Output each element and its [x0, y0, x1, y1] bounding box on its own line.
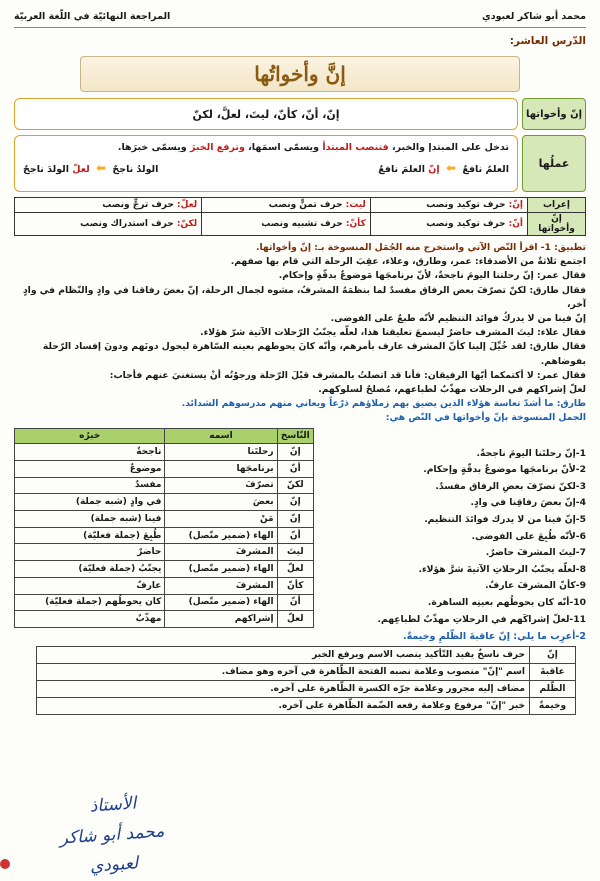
answer-title: الجمل المنسوخة بإنّ وأخواتها في النّص هي: — [385, 412, 586, 424]
table-row — [37, 681, 576, 698]
corner-logo-icon — [0, 859, 10, 869]
table-row — [37, 698, 576, 715]
passage-line: اجتمع ثلاثةٌ من الأصدقاء: عمر، وطارق، وعلاء، عقِبَ الرحلة التي قام بها صفهم. — [230, 256, 586, 268]
grammar-table — [14, 428, 314, 629]
column-header: خبرُه — [15, 428, 165, 444]
table-cell: وخيمةٌ — [530, 698, 576, 715]
example-2-particle: لعلّ — [72, 164, 90, 176]
table-cell: إنّ — [530, 647, 576, 664]
table-row — [15, 561, 314, 578]
table-row — [15, 477, 314, 494]
table-cell: عارفٌ — [15, 577, 165, 594]
arrow-left-icon: ⬅ — [96, 161, 107, 176]
work-examples — [23, 159, 509, 178]
table-cell: الهاء (ضمير متّصل) — [165, 527, 277, 544]
signature — [38, 790, 188, 877]
author-name: محمد أبو شاكر لعبودي — [482, 11, 586, 22]
question-2-title: 2-أعرِب ما يلي: إنّ عاقبةَ الظّلمِ وخيمةٌ. — [403, 631, 586, 643]
passage — [14, 241, 586, 426]
table-cell: لعلّ — [277, 561, 313, 578]
list-item: 7-ليتَ المشرفَ حاضرٌ. — [485, 547, 586, 559]
table-cell: أنّ — [277, 460, 313, 477]
lesson-title: إنَّ وأخواتُها — [80, 56, 520, 92]
table-row — [15, 494, 314, 511]
sisters-list: إنّ، أنّ، كأنّ، ليتَ، لعلَّ، لكنّ — [14, 98, 518, 130]
sisters-row — [14, 98, 586, 130]
i3rab-label: إعراب — [528, 198, 586, 213]
table-row — [15, 577, 314, 594]
table-cell: إنّ — [277, 494, 313, 511]
arrow-left-icon: ⬅ — [445, 161, 457, 176]
list-item: 4-إنّ بعضَ رفاقِنا في وادٍ. — [470, 497, 586, 509]
work-rule-c: ويسمّى اسمَها، — [244, 142, 323, 153]
table-cell: إنّ — [277, 511, 313, 528]
table-cell: رحلتَنا — [165, 444, 277, 461]
list-item: 3-لكنّ تصرّفَ بعضِ الرفاق مفسدٌ. — [435, 480, 586, 492]
subject-title: المراجعة النهائيّة في اللّغة العربيّة — [14, 11, 171, 22]
table-cell: إنّ: حرف توكيد ونصب — [370, 198, 527, 213]
work-label: عملُها — [522, 135, 586, 192]
table-row — [15, 544, 314, 561]
table-row — [15, 460, 314, 477]
table-cell: ليت: حرف تمنٍّ ونصب — [202, 198, 371, 213]
table-cell: مضاف إليه مجرور وعلامة جرّه الكسرة الظّاهرة على آخره. — [37, 681, 530, 698]
passage-line: طارق: ما أشدّ تعاسة هؤلاء الذين يضيق بهم زملاؤهم ذرْعاً ويعاني منهم مدرسوهم الشدائد. — [181, 398, 586, 410]
column-header: النّاسخ — [277, 428, 313, 444]
table-row — [15, 213, 586, 236]
passage-line: إنّ فينا من لا يدركُ فوائد التنظيم لأنّه طبعٌ على الفوضى. — [330, 313, 586, 325]
work-rule-e: ويسمّى خبرَها. — [117, 142, 190, 153]
i3rab-label-2: إنّ وأخواتها — [528, 213, 586, 236]
list-item: 8-لعلّه يجنّبُ الرحلاتِ الآتيةَ شرَّ هؤلاء. — [418, 563, 586, 575]
passage-line: فقال عمر: إنّ رحلتنا اليومَ ناجحةٌ، لأنّ برنامجَها مَوضوعٌ بدقّةٍ وإحكام. — [278, 270, 586, 282]
example-2-before: الولدُ ناجحٌ — [112, 164, 159, 176]
sisters-label: إنّ وأخواتها — [522, 98, 586, 130]
table-cell: إشراكهم — [165, 611, 277, 628]
list-item: 5-إنّ فينا من لا يدرك فوائدَ التنظيم. — [424, 514, 586, 526]
passage-line: لعلّ إشراكهم في الرحلات مهذّبٌ لطباعهم، مُصلحٌ لسلوكهم. — [318, 384, 586, 396]
table-cell: ناجحةٌ — [15, 444, 165, 461]
table-cell: الهاء (ضمير متّصل) — [165, 561, 277, 578]
passage-line: فقال طارق: لقد خُيِّلَ إلينا كأنّ المشرف عارف بأمرهم، وأنّه كانَ يحوطهم بعينه السّاهرة ليحول دونَهم ودونَ إفساد الرّحلة — [42, 341, 586, 353]
work-box — [14, 135, 518, 192]
table-cell: لكنّ — [277, 477, 313, 494]
table-cell: حرف ناسخٌ يفيد التّأكيد ينصب الاسم ويرفع الخبر — [37, 647, 530, 664]
table-cell: ليتَ — [277, 544, 313, 561]
example-1-particle: إنّ — [428, 164, 440, 176]
table-cell: لعلّ — [277, 611, 313, 628]
table-cell: مهذّبٌ — [15, 611, 165, 628]
numbered-sentences — [320, 428, 586, 629]
passage-line: فقال طارق: لكنّ تصرّفَ بعض الرفاق مفسدٌ لما بنظمَهُ المشرفُ، مشوه لجمال الرحلة، إنّ بعضَ رفاقنا في وادٍ والنّظام في وادٍ آخر، — [22, 284, 586, 310]
table-cell: في وادٍ (شبه جملة) — [15, 494, 165, 511]
table-cell: كان يحوطُهم (جملة فعليّة) — [15, 594, 165, 611]
table-cell: مفسدٌ — [15, 477, 165, 494]
table-cell: حاضرٌ — [15, 544, 165, 561]
table-cell: لعلّ: حرف ترجٍّ ونصب — [15, 198, 202, 213]
work-row — [14, 135, 586, 192]
table-cell: يجنّبُ (جملة فعليّة) — [15, 561, 165, 578]
table-cell: فينا (شبه جملة) — [15, 511, 165, 528]
list-item: 2-لأنّ برنامجَها موضوعٌ بدقّةٍ وإحكام. — [423, 464, 586, 476]
table-cell: أنّ — [277, 527, 313, 544]
lesson-label: الدّرس العاشر: — [509, 35, 586, 47]
table-row — [15, 511, 314, 528]
page-header — [14, 6, 586, 28]
table-cell: الظّلم — [530, 681, 576, 698]
table-cell: كأنّ — [277, 577, 313, 594]
example-2-after: الولدَ ناجحٌ — [23, 164, 73, 176]
work-rule-a: تدخل على المبتدإ والخبر، — [388, 142, 509, 153]
signature-title: الأستاذ — [89, 793, 137, 817]
passage-line: فقال عمر: لا أكتمكما أيّها الرفيقان: فأنا قد اتصلتُ بالمشرف قبْلَ الرّحلة ورجوْتُه أنْ يستغنيَ عنهم فأجاب: — [109, 369, 586, 381]
table-cell: خبر "إنّ" مرفوع وعلامة رفعه الضّمة الظّاهرة على آخره. — [37, 698, 530, 715]
table-cell: كأنّ: حرف تشبيه ونصب — [202, 213, 371, 236]
work-rule — [23, 140, 509, 155]
i3rab-table — [14, 197, 586, 236]
list-item: 1-إنّ رحلتَنا اليومَ ناجحةٌ. — [476, 447, 586, 459]
table-row — [15, 198, 586, 213]
passage-line: بفوضاهم. — [540, 355, 586, 367]
table-cell: اسم "إنّ" منصوب وعلامة نصبه الفتحة الظّاهرة في آخره وهو مضاف. — [37, 664, 530, 681]
list-item: 6-لأنّه طُبِعَ على الفوضى. — [471, 530, 586, 542]
table-cell: أنّ — [277, 594, 313, 611]
table-row — [15, 527, 314, 544]
example-1 — [378, 159, 509, 178]
table-cell: المشرفَ — [165, 544, 277, 561]
table-row — [37, 664, 576, 681]
work-rule-b: فتنصب المبتدأ — [322, 142, 389, 153]
question-1-title: تطبيق: 1- اقرأ النّص الآتي واستخرج منه الجُمَل المنسوخة بـ: إنّ وأخواتها. — [255, 242, 586, 253]
table-cell: موضوعٌ — [15, 460, 165, 477]
list-item: 9-كأنّ المشرفَ عارفٌ. — [485, 580, 586, 592]
table-cell: الهاء (ضمير متّصل) — [165, 594, 277, 611]
table-header-row — [15, 428, 314, 444]
table-cell: تصرّفَ — [165, 477, 277, 494]
table-row — [15, 611, 314, 628]
table-cell: عاقبةَ — [530, 664, 576, 681]
passage-line: فقال علاء: ليتَ المشرف حاضرٌ ليسمعَ تعليقنا هذا، لعلّه يجنّبُ الرّحلات الآتية شرّ هؤلاء. — [200, 327, 586, 339]
table-cell: المشرفَ — [165, 577, 277, 594]
work-rule-d: وترفع الخبرَ — [190, 142, 245, 153]
list-item: 11-لعلّ إشراكَهم في الرحلاتِ مهذّبٌ لطباعِهم. — [377, 613, 586, 625]
table-row — [15, 444, 314, 461]
table-cell: طُبِعَ (جملة فعليّة) — [15, 527, 165, 544]
table-cell: مَنْ — [165, 511, 277, 528]
table-cell: أنّ: حرف توكيد ونصب — [370, 213, 527, 236]
example-2 — [23, 159, 158, 178]
table-cell: إنّ — [277, 444, 313, 461]
example-1-before: العلمُ نافعٌ — [462, 164, 509, 176]
table-row — [15, 594, 314, 611]
table-cell: بعضَ — [165, 494, 277, 511]
table-row — [37, 647, 576, 664]
parsing-table — [36, 646, 576, 715]
list-item: 10-أنّه كان يحوطُهم بعينِه الساهرة. — [427, 596, 586, 608]
table-cell: برنامجَها — [165, 460, 277, 477]
answers-section — [14, 428, 586, 629]
signature-name: محمد أبو شاكر لعبودي — [58, 821, 165, 877]
example-1-after: العلمَ نافعٌ — [378, 164, 429, 176]
table-cell: لكنّ: حرف استدراك ونصب — [15, 213, 202, 236]
column-header: اسمه — [165, 428, 277, 444]
